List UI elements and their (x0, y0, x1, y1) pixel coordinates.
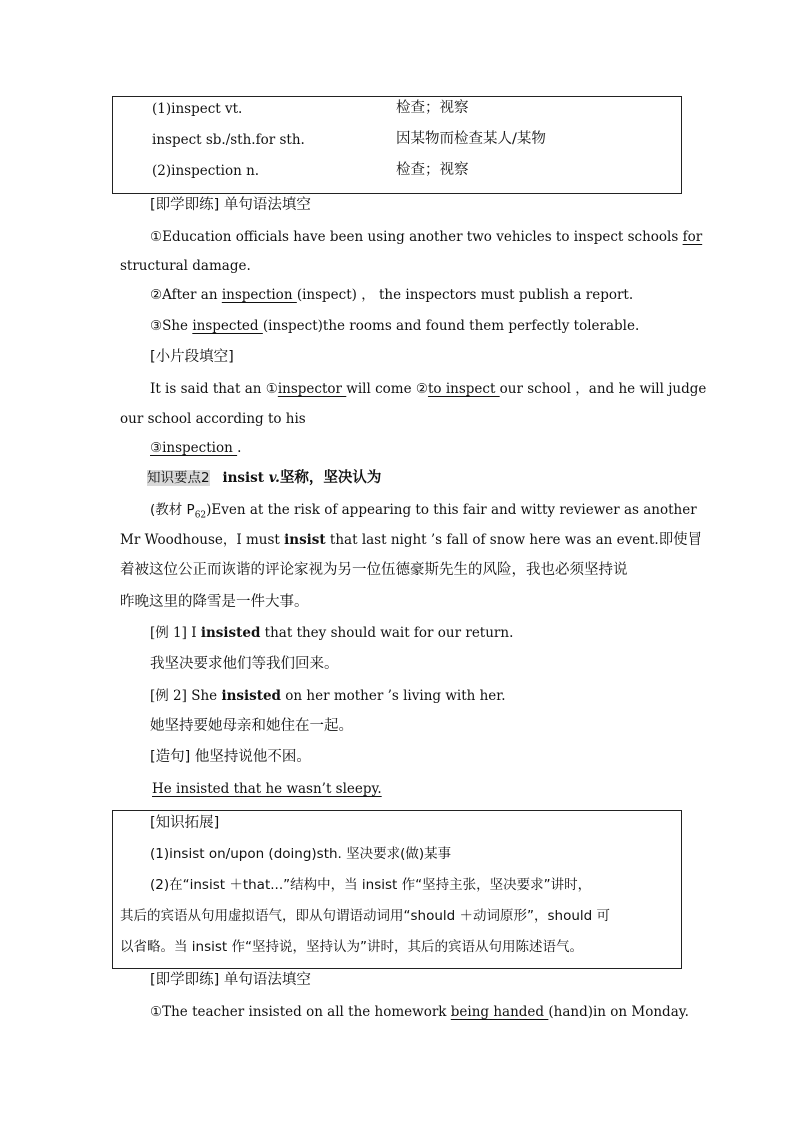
example-label: [例 2] She (150, 688, 222, 704)
extension-line-3: 其后的宾语从句用虚拟语气，即从句谓语动词用“should ＋动词原形”，should 可 (120, 908, 611, 924)
exercise-text: (inspect)the rooms and found them perfectly tolerable. (262, 318, 640, 334)
example-label: [例 1] I (150, 625, 201, 641)
fragment-text: will come ② (346, 381, 428, 397)
extension-line-1: (1)insist on/upon (doing)sth. 坚决要求(做)某事 (150, 846, 452, 862)
vocab-row-1-right: 检查；视察 (396, 100, 469, 116)
keyword-emphasis: insist (284, 532, 326, 548)
fragment-line-3 (150, 439, 241, 457)
fragment-header: [小片段填空] (150, 349, 234, 365)
example-text: that they should wait for our return. (260, 625, 514, 641)
quote-text: that last night ’s fall of snow here was an event. (325, 532, 659, 548)
exercise-text: (inspect) ， the inspectors must publish a report. (296, 287, 634, 303)
knowledge-point-heading (147, 469, 381, 487)
textbook-quote-line-2 (120, 531, 702, 549)
vocab-row-3-left: (2)inspection n. (152, 163, 260, 179)
example-1-translation: 我坚决要求他们等我们回来。 (150, 656, 339, 672)
translation-text: 即使冒 (658, 532, 703, 548)
vocab-row-2-left: inspect sb./sth.for sth. (152, 132, 305, 148)
translation-line-2: 昨晚这里的降雪是一件大事。 (120, 594, 309, 610)
vocab-row-1-left: (1)inspect vt. (152, 101, 243, 117)
source-label: (教材 P (150, 502, 195, 518)
exercise-2-1 (150, 1003, 689, 1021)
extension-line-2: (2)在“insist ＋that...”结构中，当 insist 作“坚持主张，坚决要求”讲时， (150, 877, 592, 893)
practice-header: [即学即练] 单句语法填空 (150, 197, 311, 213)
fragment-text: . (237, 440, 242, 456)
exercise-text: ③She (150, 318, 193, 334)
keyword-emphasis: insisted (221, 688, 281, 704)
exercise-1-cont: structural damage. (120, 258, 251, 274)
source-page: 62 (194, 510, 207, 521)
fragment-line-1 (150, 380, 706, 398)
answer-blank: ③inspection (150, 440, 238, 456)
exercise-text: ①The teacher insisted on all the homework (150, 1004, 451, 1020)
sentence-making-prompt: [造句] 他坚持说他不困。 (150, 749, 311, 765)
knowledge-point-tag: 知识要点2 (147, 470, 210, 486)
answer-blank: to inspect (427, 381, 500, 397)
keyword-emphasis: insisted (200, 625, 261, 641)
exercise-text: ①Education officials have been using another two vehicles to inspect schools (150, 229, 683, 245)
fragment-text: our school ，and he will judge (499, 381, 707, 397)
exercise-1 (150, 228, 702, 246)
keyword-meaning: 坚称，坚决认为 (279, 470, 382, 486)
keyword: insist (222, 470, 269, 486)
practice-header-2: [即学即练] 单句语法填空 (150, 972, 311, 988)
answer-blank: inspector (277, 381, 347, 397)
textbook-quote-line-1 (150, 501, 697, 525)
answer-blank: for (682, 229, 703, 245)
extension-header: [知识拓展] (150, 815, 220, 831)
quote-text: )Even at the risk of appearing to this fair and witty reviewer as another (206, 502, 697, 518)
exercise-3 (150, 317, 639, 335)
translation-line-1: 着被这位公正而诙谐的评论家视为另一位伍德豪斯先生的风险，我也必须坚持说 (120, 562, 628, 578)
quote-text: Mr Woodhouse，I must (120, 532, 285, 548)
sentence-making-answer: He insisted that he wasn’t sleepy. (152, 781, 382, 797)
vocab-row-3-right: 检查；视察 (396, 162, 469, 178)
exercise-text: (hand)in on Monday. (548, 1004, 689, 1020)
example-2 (150, 687, 506, 705)
vocab-row-2-right: 因某物而检查某人/某物 (396, 131, 546, 147)
fragment-text: It is said that an ① (150, 381, 278, 397)
exercise-2 (150, 286, 633, 304)
answer-blank: inspected (192, 318, 263, 334)
example-2-translation: 她坚持要她母亲和她住在一起。 (150, 718, 353, 734)
example-1 (150, 624, 513, 642)
answer-blank: inspection (221, 287, 297, 303)
exercise-text: ②After an (150, 287, 222, 303)
fragment-line-2: our school according to his (120, 411, 306, 427)
extension-line-4: 以省略。当 insist 作“坚持说，坚持认为”讲时，其后的宾语从句用陈述语气。 (120, 939, 583, 955)
answer-blank: being handed (450, 1004, 549, 1020)
part-of-speech: v. (268, 470, 280, 486)
example-text: on her mother ’s living with her. (280, 688, 506, 704)
